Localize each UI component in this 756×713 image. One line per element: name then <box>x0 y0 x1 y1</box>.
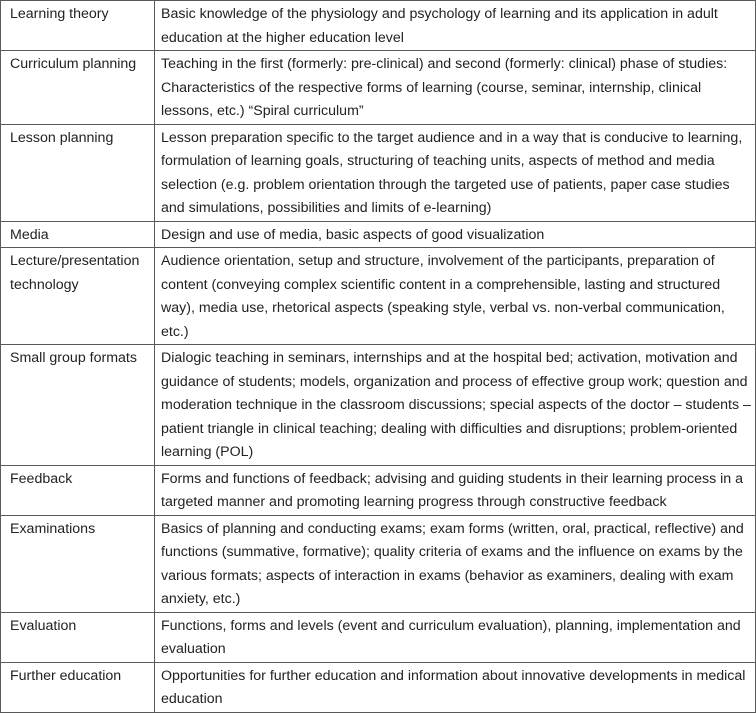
description-cell: Design and use of media, basic aspects of good visualization <box>155 221 756 248</box>
topic-cell: Small group formats <box>1 345 155 466</box>
topic-cell: Curriculum planning <box>1 51 155 125</box>
topic-cell: Media <box>1 221 155 248</box>
table-row <box>1 51 756 125</box>
table-row <box>1 248 756 345</box>
description-cell: Functions, forms and levels (event and curriculum evaluation), planning, implementation and evaluation <box>155 612 756 662</box>
table-row <box>1 221 756 248</box>
topic-cell: Learning theory <box>1 1 155 51</box>
topic-cell: Examinations <box>1 515 155 612</box>
table-row <box>1 662 756 712</box>
description-cell: Teaching in the first (formerly: pre-clinical) and second (formerly: clinical) phase of studies: Characteristics of the respective forms of learning (course, seminar, internship, clinical lessons, etc.) “Spiral curriculum” <box>155 51 756 125</box>
description-cell: Basic knowledge of the physiology and psychology of learning and its application in adult education at the higher education level <box>155 1 756 51</box>
description-cell: Lesson preparation specific to the target audience and in a way that is conducive to learning, formulation of learning goals, structuring of teaching units, aspects of method and media selection (e.g. problem orientation through the targeted use of patients, paper case studies and simulations, possibilities and limits of e-learning) <box>155 124 756 221</box>
description-cell: Opportunities for further education and information about innovative developments in medical education <box>155 662 756 712</box>
topic-cell: Feedback <box>1 465 155 515</box>
topic-cell: Lecture/presentation technology <box>1 248 155 345</box>
table-row <box>1 345 756 466</box>
table-row <box>1 465 756 515</box>
description-cell: Basics of planning and conducting exams; exam forms (written, oral, practical, reflective) and functions (summative, formative); quality criteria of exams and the influence on exams by the various formats; aspects of interaction in exams (behavior as examiners, dealing with exam anxiety, etc.) <box>155 515 756 612</box>
table-row <box>1 1 756 51</box>
description-cell: Audience orientation, setup and structure, involvement of the participants, preparation of content (conveying complex scientific content in a comprehensible, lasting and structured way), media use, rhetorical aspects (speaking style, verbal vs. non-verbal communication, etc.) <box>155 248 756 345</box>
table-row <box>1 612 756 662</box>
table-row <box>1 515 756 612</box>
topic-cell: Lesson planning <box>1 124 155 221</box>
topic-cell: Evaluation <box>1 612 155 662</box>
topic-cell: Further education <box>1 662 155 712</box>
description-cell: Forms and functions of feedback; advising and guiding students in their learning process in a targeted manner and promoting learning progress through constructive feedback <box>155 465 756 515</box>
description-cell: Dialogic teaching in seminars, internships and at the hospital bed; activation, motivation and guidance of students; models, organization and process of effective group work; question and moderation technique in the classroom discussions; special aspects of the doctor – students – patient triangle in clinical teaching; dealing with difficulties and disruptions; problem-oriented learning (POL) <box>155 345 756 466</box>
table-row <box>1 124 756 221</box>
